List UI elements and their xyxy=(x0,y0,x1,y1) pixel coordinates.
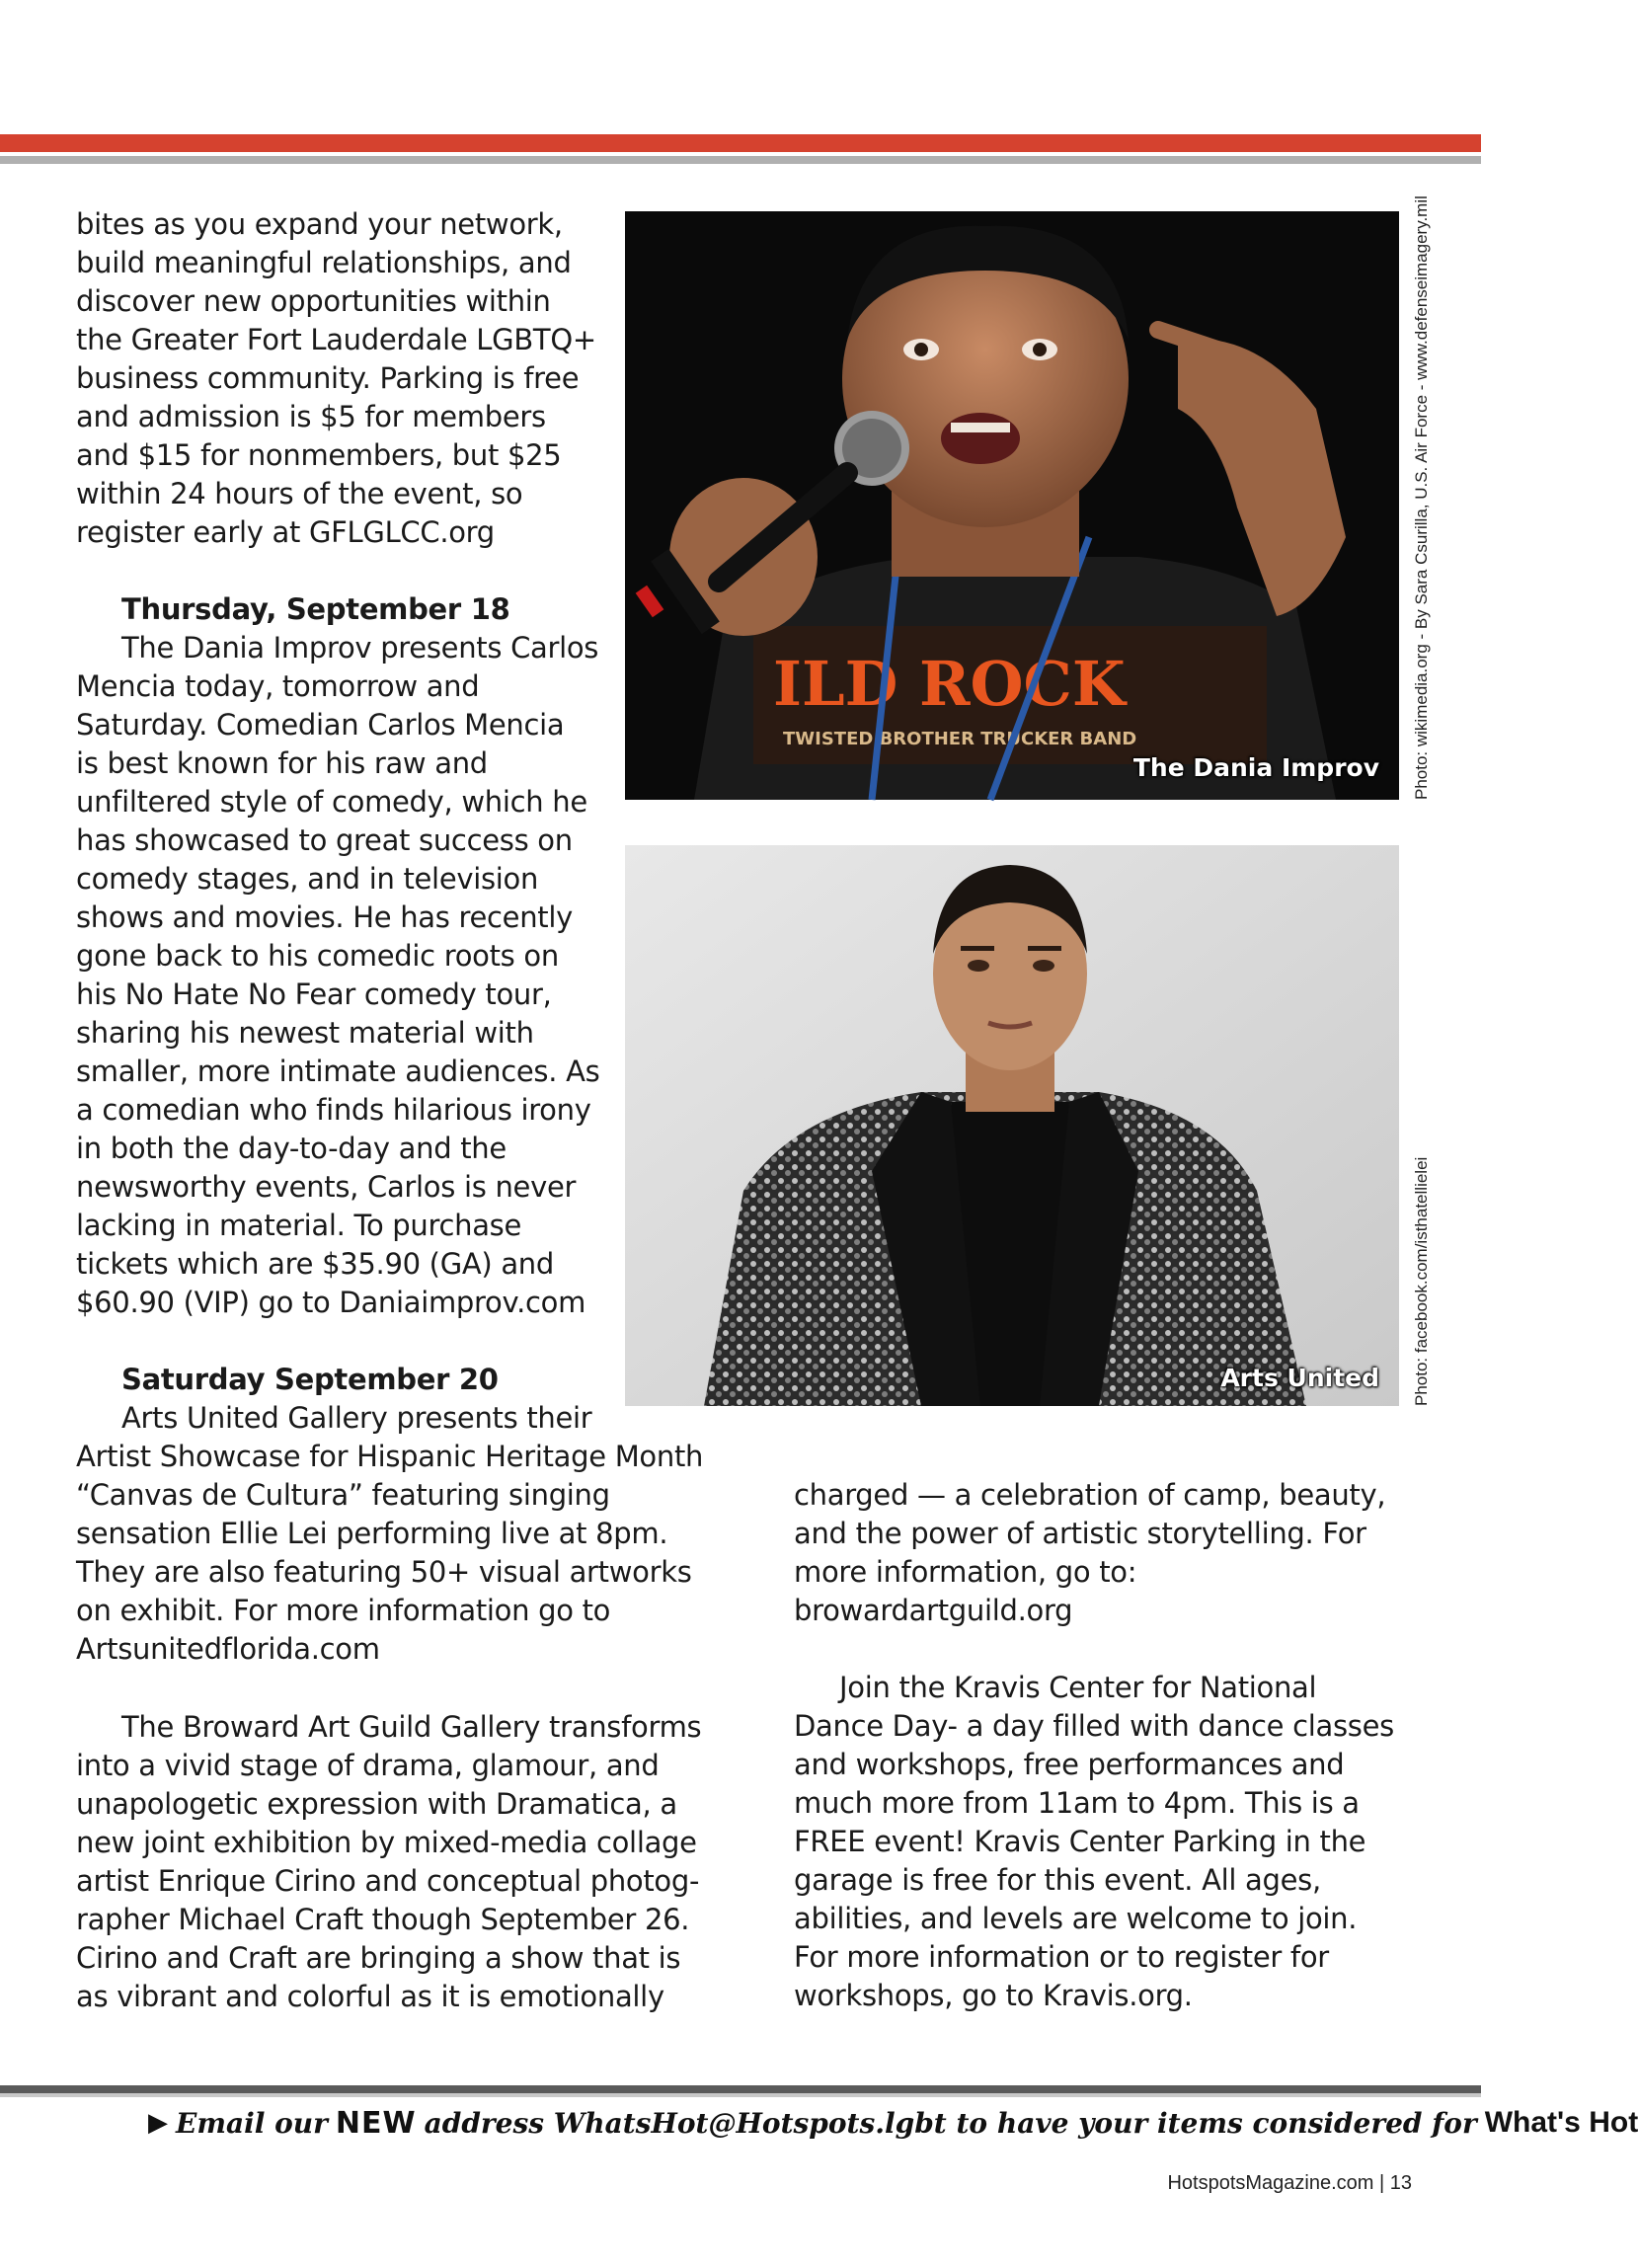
page-folio: HotspotsMagazine.com | 13 xyxy=(1167,2172,1412,2194)
promo-text: address WhatsHot@Hotspots.lgbt to have your items considered for xyxy=(424,2106,1477,2140)
footer-rule-light xyxy=(0,2093,1481,2097)
shirt-graphic-text: ILD ROCK xyxy=(773,648,1126,720)
email-promo-line xyxy=(148,2101,1638,2145)
photo-ellie-lei xyxy=(625,845,1399,1406)
broward-continued-paragraph: charged — a celebration of camp, beauty, and the power of artistic storytelling. For more information, go to: browardartguild.org xyxy=(794,1478,1386,1627)
footer-rule-dark xyxy=(0,2085,1481,2093)
promo-brand: What's Hot xyxy=(1484,2106,1638,2139)
caption-arts-united: Arts United xyxy=(1220,1364,1379,1392)
performer-illustration xyxy=(625,845,1399,1406)
play-arrow-icon: ▶ xyxy=(148,2108,168,2138)
photo-carlos-mencia xyxy=(625,211,1399,800)
broward-art-guild-paragraph: The Broward Art Guild Gallery transforms into a vivid stage of drama, glamour, and unapologetic expression with Dramatica, a new joint exhibition by mixed-media collage artist Enrique Cirino and conceptual photog- rapher Michael Craft though September 26. Cirino and Craft are bringing a show that is as vibrant and colorful as it is emotionally xyxy=(76,1710,702,2013)
comedian-illustration xyxy=(625,211,1399,800)
photo-credit-1: Photo: wikimedia.org - By Sara Csurilla, U.S. Air Force - www.defenseimagery.mil xyxy=(1412,196,1431,800)
header-rule-gray xyxy=(0,156,1481,164)
photo-credit-2: Photo: facebook.com/isthatellielei xyxy=(1412,1156,1431,1406)
promo-new-badge: NEW xyxy=(335,2105,417,2141)
kravis-center-paragraph: Join the Kravis Center for National Dance Day- a day filled with dance classes and workshops, free performances and much more from 11am to 4pm. This is a FREE event! Kravis Center Parking in the garage is free for this event. All ages, abilities, and levels are welcome to join. For more information or to register for workshops, go to Kravis.org. xyxy=(794,1671,1394,2012)
arts-united-paragraph: Arts United Gallery presents their Artist Showcase for Hispanic Heritage Month “Canvas de Cultura” featuring singing sensation Ellie Lei performing live at 8pm. They are also featuring 50+ visual artworks on exhibit. For more information go to Artsunitedflorida.com xyxy=(76,1401,704,1666)
intro-paragraph: bites as you expand your network, build meaningful relationships, and discover new opportunities within the Greater Fort Lauderdale LGBTQ+ business community. Parking is free and admission is $5 for members and $15 for nonmembers, but $25 within 24 hours of the event, so register early at GFLGLCC.org xyxy=(76,207,596,549)
caption-dania-improv: The Dania Improv xyxy=(1132,753,1379,782)
dania-improv-paragraph: The Dania Improv presents Carlos Mencia today, tomorrow and Saturday. Comedian Carlos Mencia is best known for his raw and unfiltered style of comedy, which he has showcased to great success on comedy stages, and in television shows and movies. He has recently gone back to his comedic roots on his No Hate No Fear comedy tour, sharing his newest material with smaller, more intimate audiences. As a comedian who finds hilarious irony in both the day-to-day and the newsworthy events, Carlos is never lacking in material. To purchase tickets which are $35.90 (GA) and $60.90 (VIP) go to Daniaimprov.com xyxy=(76,631,600,1319)
promo-lead: Email our xyxy=(176,2106,328,2140)
header-rule-red xyxy=(0,134,1481,152)
heading-saturday: Saturday September 20 xyxy=(121,1363,499,1396)
shirt-graphic-subtext: TWISTED BROTHER TRUCKER BAND xyxy=(783,729,1137,749)
heading-thursday: Thursday, September 18 xyxy=(121,592,510,626)
